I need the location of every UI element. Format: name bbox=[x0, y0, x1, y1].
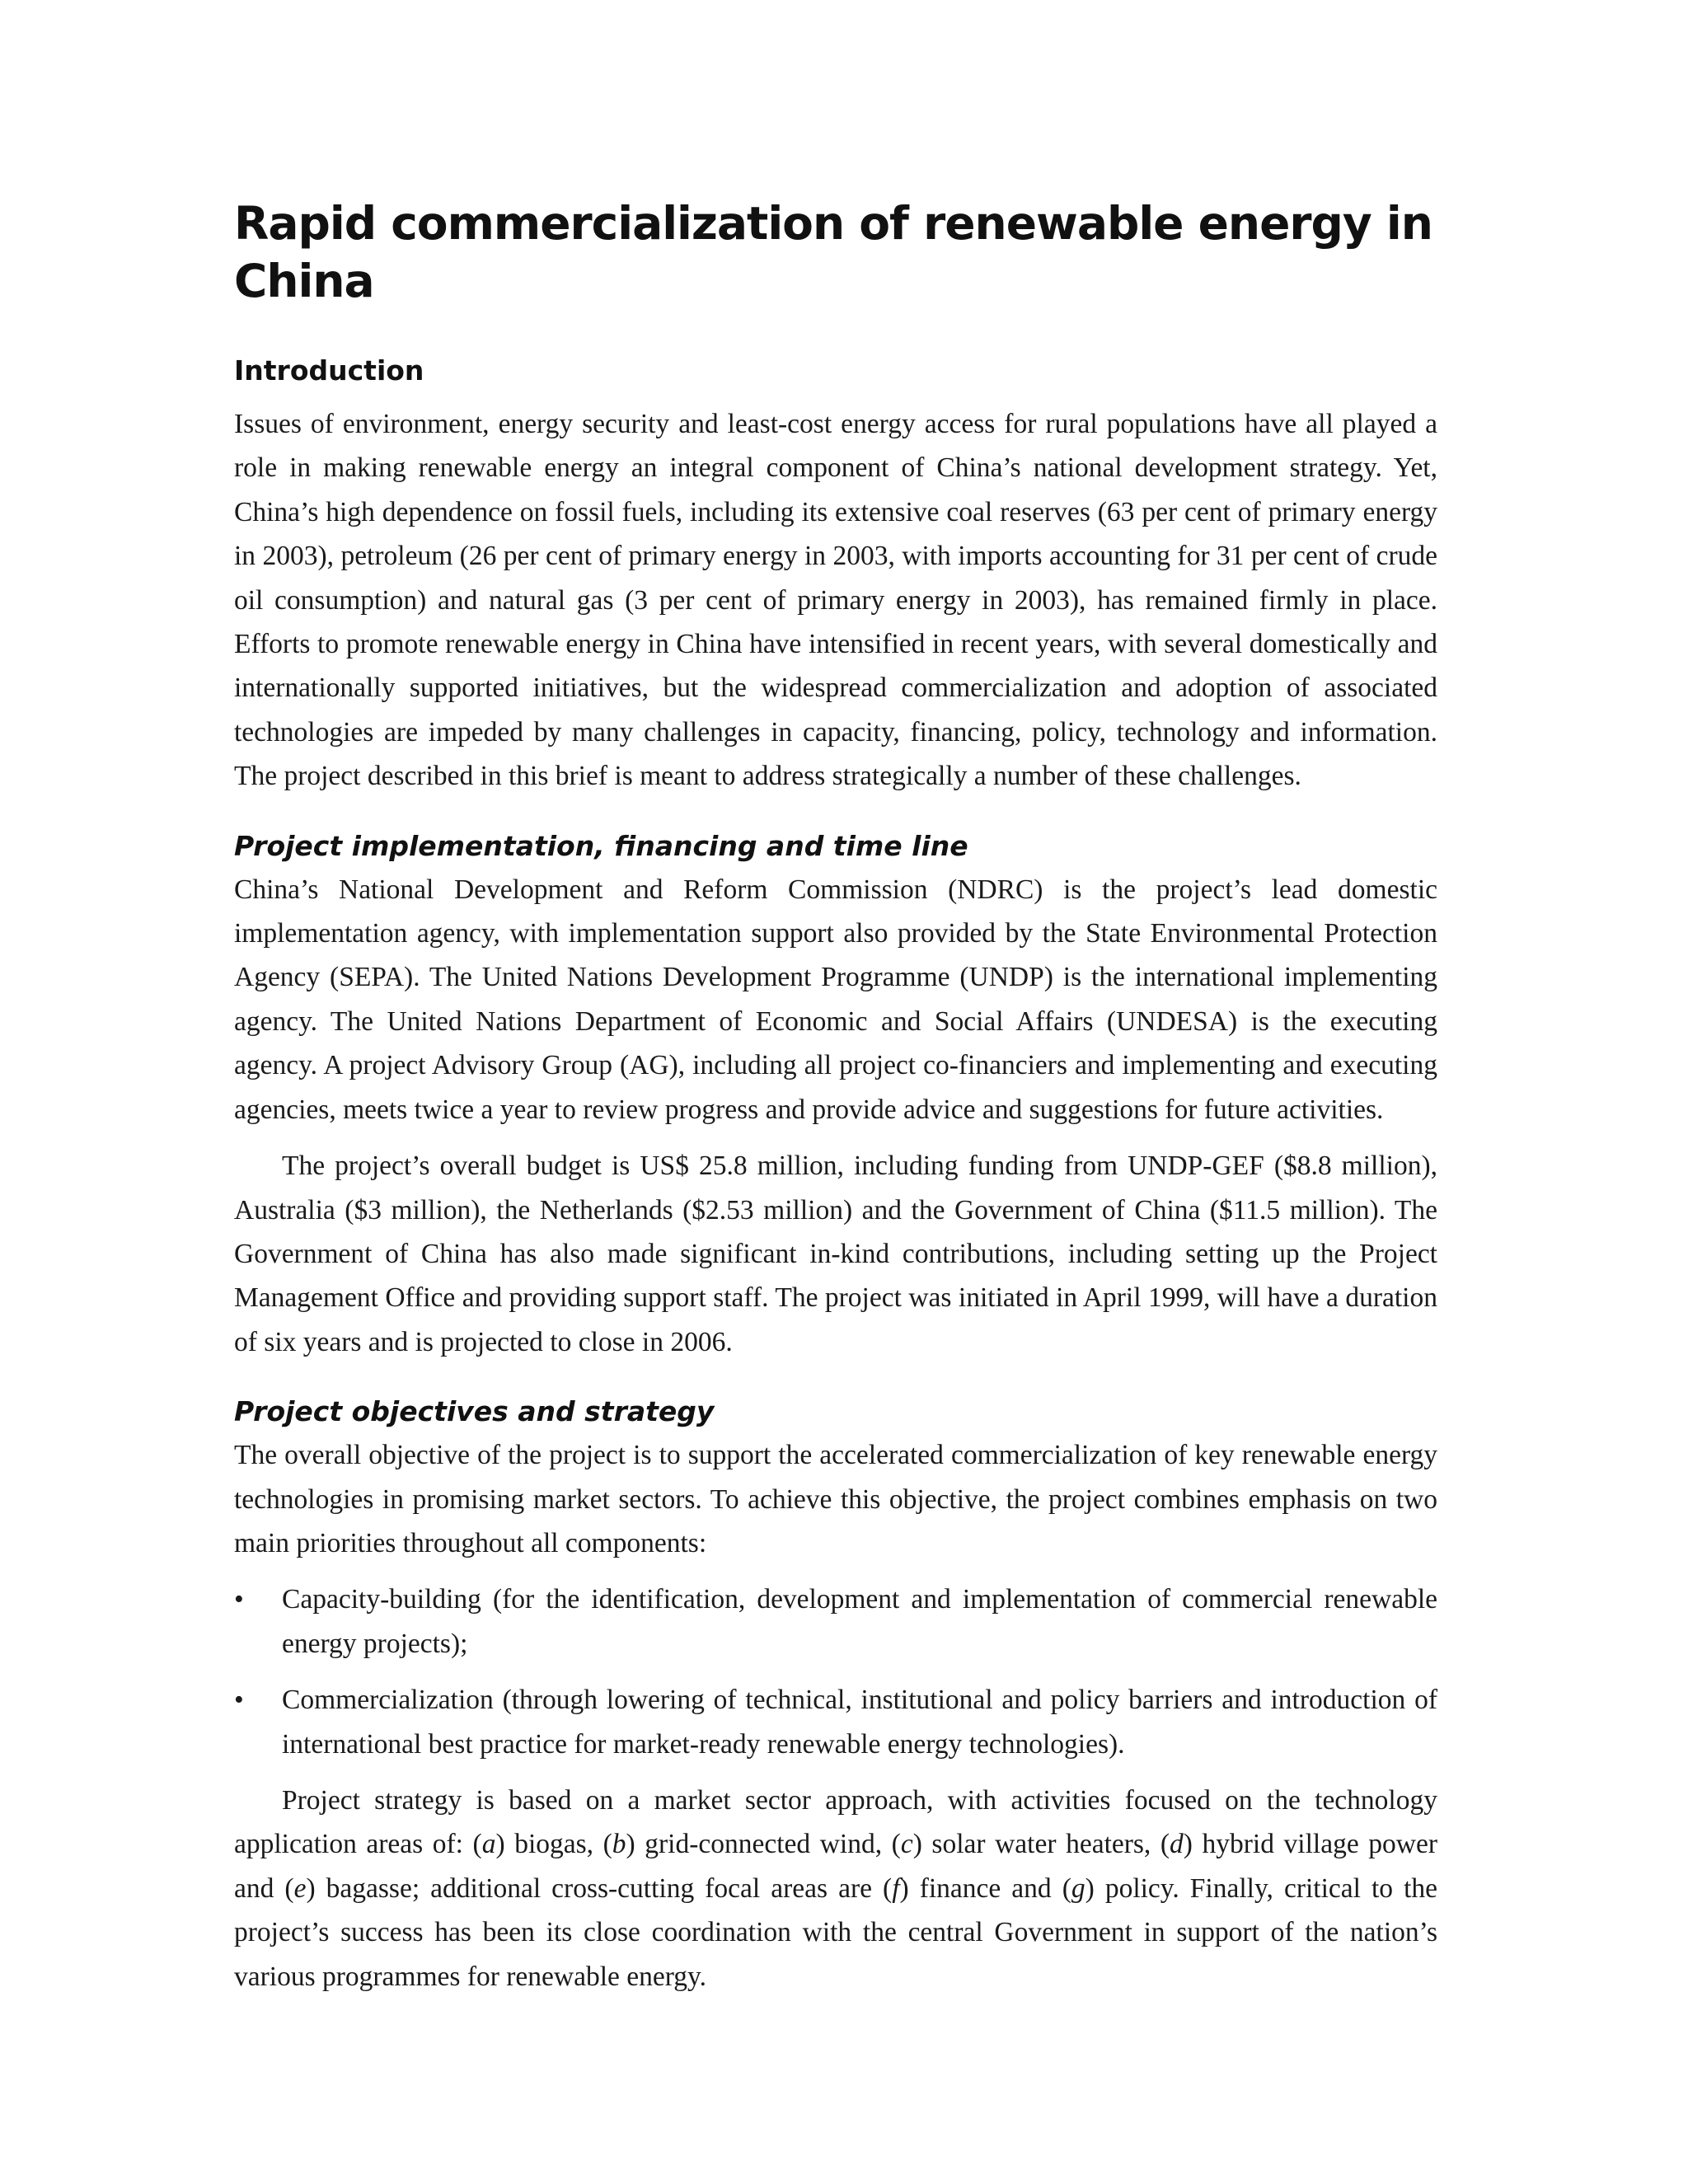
area-letter: a bbox=[481, 1829, 496, 1860]
area-letter: f bbox=[892, 1872, 900, 1904]
area-letter: e bbox=[293, 1872, 307, 1904]
document-body bbox=[234, 353, 1437, 1999]
document-title: Rapid commercialization of renewable energy in China bbox=[234, 197, 1432, 307]
priorities-list bbox=[234, 1577, 1437, 1766]
introduction-paragraph: Issues of environment, energy security and least-cost energy access for rural populations have all played a role in making renewable energy an integral component of China’s national development strategy. Yet, China’s high dependence on fossil fuels, including its extensive coal reserves (63 per cent of primary energy in 2003), petroleum (26 per cent of primary energy in 2003, with imports accounting for 31 per cent of crude oil consumption) and natural gas (3 per cent of primary energy in 2003), has remained firmly in place. Efforts to promote renewable energy in China have intensified in recent years, with several domestically and internationally supported initiatives, but the widespread commercialization and adoption of associated technologies are impeded by many challenges in capacity, financing, policy, technology and information. The project described in this brief is meant to address strategically a number of these challenges. bbox=[234, 409, 1437, 792]
strategy-text: ) bagasse; additional cross-cutting focal areas are ( bbox=[306, 1872, 893, 1904]
strategy-paragraph bbox=[234, 1779, 1437, 1999]
bullet-icon: • bbox=[234, 1584, 244, 1615]
objectives-paragraph-1: The overall objective of the project is to support the accelerated commercialization of key renewable energy technologies in promising market sectors. To achieve this objective, the project combines emphasis on two main priorities throughout all components: bbox=[234, 1440, 1437, 1558]
list-item-text: Capacity-building (for the identification, development and implementation of commercial renewable energy projects); bbox=[282, 1584, 1437, 1659]
list-item-text: Commercialization (through lowering of technical, institutional and policy barriers and introduction of international best practice for market-ready renewable energy technologies). bbox=[282, 1685, 1437, 1760]
list-item bbox=[234, 1577, 1437, 1666]
implementation-paragraph-2: The project’s overall budget is US$ 25.8 million, including funding from UNDP-GEF ($8.8 million), Australia ($3 million), the Netherlands ($2.53 million) and the Government of China ($11.5 million). The Government of China has also made significant in-kind contributions, including setting up the Project Management Office and providing support staff. The project was initiated in April 1999, will have a duration of six years and is projected to close in 2006. bbox=[234, 1151, 1437, 1357]
implementation-paragraph-1: China’s National Development and Reform Commission (NDRC) is the project’s lead domestic implementation agency, with implementation support also provided by the State Environmental Protection Agency (SEPA). The United Nations Development Programme (UNDP) is the international implementing agency. The United Nations Department of Economic and Social Affairs (UNDESA) is the executing agency. A project Advisory Group (AG), including all project co-financiers and implementing and executing agencies, meets twice a year to review progress and provide advice and suggestions for future activities. bbox=[234, 874, 1437, 1125]
area-letter: d bbox=[1170, 1829, 1184, 1860]
introduction-heading: Introduction bbox=[234, 354, 424, 387]
bullet-icon: • bbox=[234, 1685, 244, 1716]
strategy-text: Project strategy is based on a market sector approach, with activities focused on the technology application areas of: ( bbox=[234, 1784, 1437, 1860]
strategy-text: ) solar water heaters, ( bbox=[912, 1829, 1170, 1860]
implementation-heading: Project implementation, financing and time line bbox=[234, 829, 968, 862]
strategy-text: ) policy. Finally, critical to the project’s success has been its close coordination with the central Government in support of the nation’s various programmes for renewable energy. bbox=[234, 1872, 1438, 1992]
area-letter: c bbox=[900, 1829, 913, 1860]
strategy-text: ) finance and ( bbox=[899, 1872, 1071, 1904]
area-letter: b bbox=[612, 1829, 626, 1860]
objectives-heading: Project objectives and strategy bbox=[234, 1395, 715, 1428]
strategy-text: ) biogas, ( bbox=[495, 1829, 612, 1860]
strategy-text: ) grid-connected wind, ( bbox=[626, 1829, 901, 1860]
list-item bbox=[234, 1678, 1437, 1766]
strategy-text: ) hybrid village power and ( bbox=[234, 1829, 1438, 1904]
area-letter: g bbox=[1071, 1872, 1085, 1904]
